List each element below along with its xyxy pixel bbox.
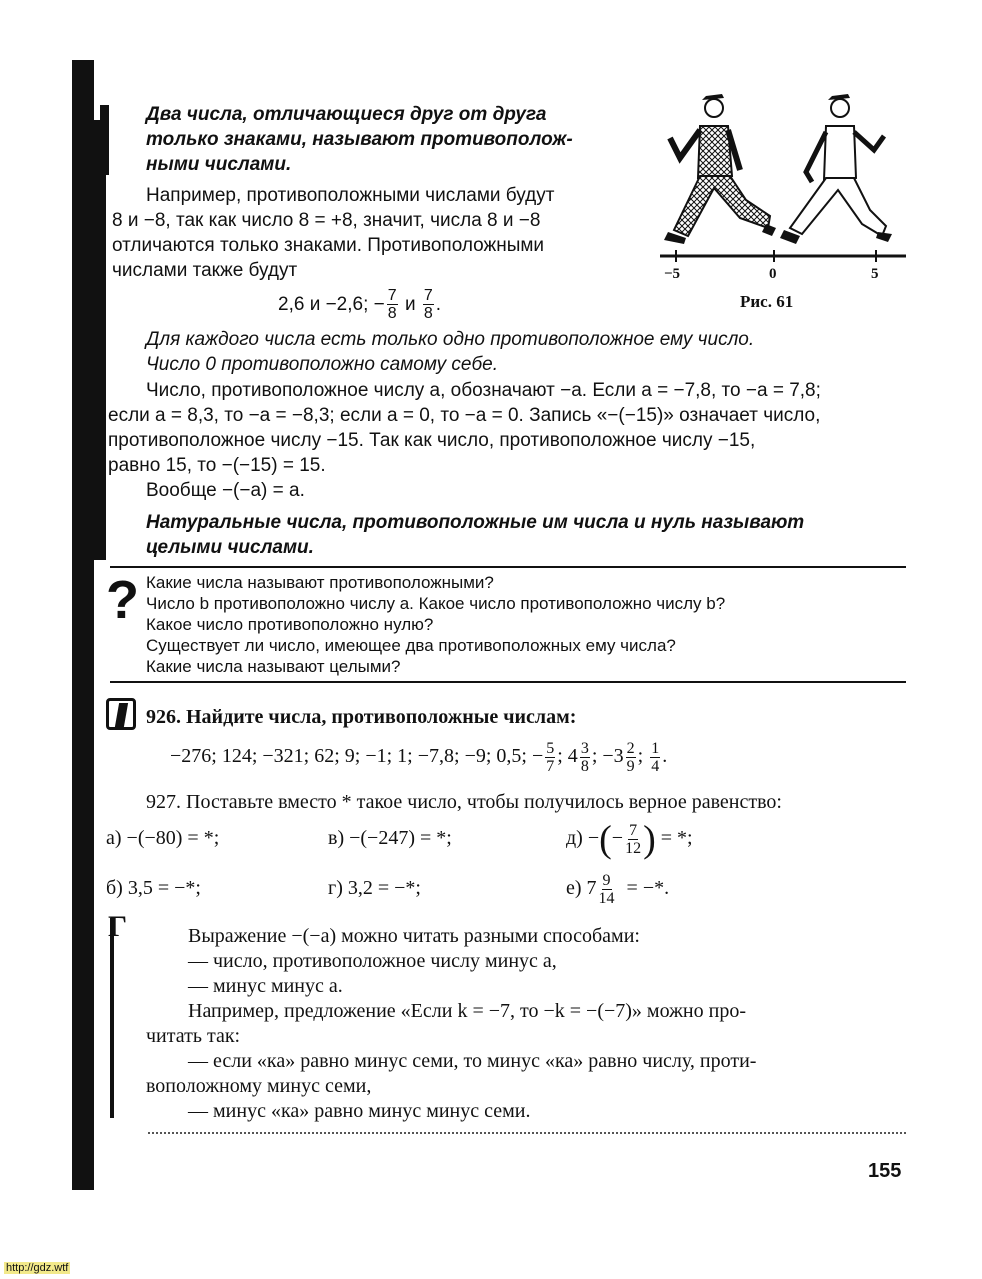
reading-line: Выражение −(−a) можно читать разными способами: bbox=[188, 925, 640, 947]
number-list: −276; 124; −321; 62; 9; −1; 1; −7,8; −9; 0,5; − bbox=[170, 745, 544, 767]
statement-line: Для каждого числа есть только одно противоположное ему число. bbox=[146, 329, 755, 350]
exercise-927-a: а) −(−80) = *; bbox=[106, 827, 220, 849]
fraction bbox=[580, 740, 590, 775]
reading-line: — если «ка» равно минус семи, то минус «ка» равно числу, проти- bbox=[188, 1050, 757, 1072]
formula-dot: . bbox=[435, 294, 442, 315]
walker-left-illustration bbox=[664, 94, 776, 244]
denominator: 14 bbox=[598, 889, 615, 907]
example-paragraph bbox=[112, 183, 622, 283]
definition-marker bbox=[100, 105, 109, 175]
exercise-926-text: 926. Найдите числа, противоположные числам: bbox=[146, 706, 577, 728]
item-equation: = *; bbox=[660, 827, 693, 849]
reading-line: читать так: bbox=[146, 1025, 241, 1047]
paragraph-line: Вообще −(−a) = a. bbox=[146, 480, 305, 501]
questions-top-rule bbox=[110, 566, 906, 568]
definition-line: только знаками, называют противополож- bbox=[146, 129, 573, 150]
figure-number-line-walkers bbox=[640, 88, 920, 288]
number-list: ; −3 bbox=[591, 745, 624, 767]
tick-label-minus-five: −5 bbox=[664, 266, 681, 282]
page-number: 155 bbox=[868, 1160, 902, 1182]
definition-line: ными числами. bbox=[146, 154, 292, 175]
watermark-link[interactable]: http://gdz.wtf bbox=[6, 1262, 69, 1274]
exercise-marker-icon bbox=[106, 698, 136, 730]
inner-minus: − bbox=[611, 827, 624, 849]
statement-line: Число 0 противоположно самому себе. bbox=[146, 354, 499, 375]
denominator: 8 bbox=[580, 757, 589, 775]
exercise-926-title bbox=[146, 705, 576, 730]
figure-caption: Рис. 61 bbox=[740, 292, 794, 311]
reading-marker-icon: Γ bbox=[108, 910, 128, 943]
exercise-927-e bbox=[566, 864, 669, 912]
tick-label-zero: 0 bbox=[769, 266, 777, 282]
fraction bbox=[626, 740, 636, 775]
exercise-927-title: 927. Поставьте вместо * такое число, чтобы получилось верное равенство: bbox=[146, 791, 782, 813]
question-item: Какое число противоположно нулю? bbox=[146, 615, 434, 634]
numerator: 7 bbox=[423, 287, 433, 305]
paragraph-line: равно 15, то −(−15) = 15. bbox=[108, 455, 326, 476]
paren-open: ( bbox=[599, 818, 612, 861]
numerator: 9 bbox=[602, 871, 611, 889]
denominator: 9 bbox=[626, 757, 635, 775]
exercise-927-v: в) −(−247) = *; bbox=[328, 827, 452, 849]
paragraph-line: противоположное числу −15. Так как число, противоположное числу −15, bbox=[108, 430, 756, 451]
numerator: 7 bbox=[629, 821, 638, 839]
fraction bbox=[545, 740, 555, 775]
question-item: Существует ли число, имеющее два противоположных ему числа? bbox=[146, 636, 676, 655]
exercise-927-g: г) 3,2 = −*; bbox=[328, 877, 421, 899]
numerator: 3 bbox=[580, 739, 589, 757]
paren-close: ) bbox=[643, 818, 656, 861]
fraction bbox=[423, 287, 434, 322]
fraction bbox=[625, 822, 641, 857]
numerator: 2 bbox=[626, 739, 635, 757]
numerator: 5 bbox=[546, 739, 555, 757]
numerator: 1 bbox=[651, 739, 660, 757]
definition-line: Два числа, отличающиеся друг от друга bbox=[146, 104, 547, 125]
walker-right-illustration bbox=[780, 94, 892, 244]
review-questions bbox=[146, 572, 725, 677]
paragraph-line: если a = 8,3, то −a = −8,3; если a = 0, то −a = 0. Запись «−(−15)» означает число, bbox=[108, 405, 821, 426]
question-item: Число b противоположно числу a. Какое число противоположно числу b? bbox=[146, 594, 726, 613]
paragraph-line: Число, противоположное числу a, обозначают −a. Если a = −7,8, то −a = 7,8; bbox=[146, 380, 821, 401]
reading-line: — число, противоположное числу минус a, bbox=[188, 950, 557, 972]
item-label: д) − bbox=[566, 827, 600, 849]
fraction bbox=[387, 287, 398, 322]
denominator: 7 bbox=[546, 757, 555, 775]
reading-sidebar-line bbox=[110, 918, 114, 1118]
denominator: 8 bbox=[387, 305, 397, 323]
definition-integers bbox=[146, 510, 916, 560]
exercise-926-numbers bbox=[170, 736, 667, 776]
scan-left-edge bbox=[72, 60, 94, 1190]
reading-line: — минус минус a. bbox=[188, 975, 343, 997]
definition-line: Натуральные числа, противоположные им числа и нуль называют bbox=[146, 512, 805, 533]
tick-label-five: 5 bbox=[871, 266, 879, 282]
reading-section-continued bbox=[146, 1024, 906, 1124]
formula-text: 2,6 и −2,6; bbox=[278, 294, 369, 315]
fraction bbox=[650, 740, 660, 775]
fraction bbox=[599, 872, 615, 907]
denominator: 4 bbox=[651, 757, 660, 775]
reading-line: — минус «ка» равно минус минус семи. bbox=[188, 1100, 531, 1122]
question-item: Какие числа называют целыми? bbox=[146, 657, 401, 676]
paragraph-line: Например, противоположными числами будут bbox=[146, 185, 555, 206]
scan-left-shadow bbox=[92, 120, 106, 560]
denominator: 12 bbox=[625, 839, 642, 857]
section-end-rule bbox=[148, 1132, 906, 1134]
paragraph-line: числами также будут bbox=[112, 260, 298, 281]
formula-minus: − bbox=[373, 294, 385, 315]
reading-line: воположному минус семи, bbox=[146, 1075, 372, 1097]
exercise-927-b: б) 3,5 = −*; bbox=[106, 877, 201, 899]
exercise-927-d bbox=[566, 814, 693, 862]
definition-opposite bbox=[146, 102, 626, 177]
denominator: 8 bbox=[423, 305, 433, 323]
uniqueness-statement bbox=[146, 327, 754, 377]
item-equation: = −*. bbox=[626, 877, 670, 899]
number-list: ; bbox=[637, 745, 644, 767]
numerator: 7 bbox=[387, 287, 397, 305]
number-list: . bbox=[662, 745, 668, 767]
formula-opposites bbox=[278, 285, 441, 325]
definition-line: целыми числами. bbox=[146, 537, 314, 558]
number-list: ; 4 bbox=[557, 745, 578, 767]
question-item: Какие числа называют противоположными? bbox=[146, 573, 494, 592]
reading-line: Например, предложение «Если k = −7, то −k = −(−7)» можно про- bbox=[188, 1000, 746, 1022]
item-label: е) 7 bbox=[566, 877, 597, 899]
questions-bottom-rule bbox=[110, 681, 906, 683]
paragraph-line: 8 и −8, так как число 8 = +8, значит, числа 8 и −8 bbox=[112, 210, 541, 231]
question-mark-icon: ? bbox=[106, 570, 139, 630]
formula-and: и bbox=[404, 294, 416, 315]
reading-section bbox=[188, 924, 906, 1024]
paragraph-line: отличаются только знаками. Противоположными bbox=[112, 235, 545, 256]
notation-paragraph bbox=[108, 378, 908, 503]
